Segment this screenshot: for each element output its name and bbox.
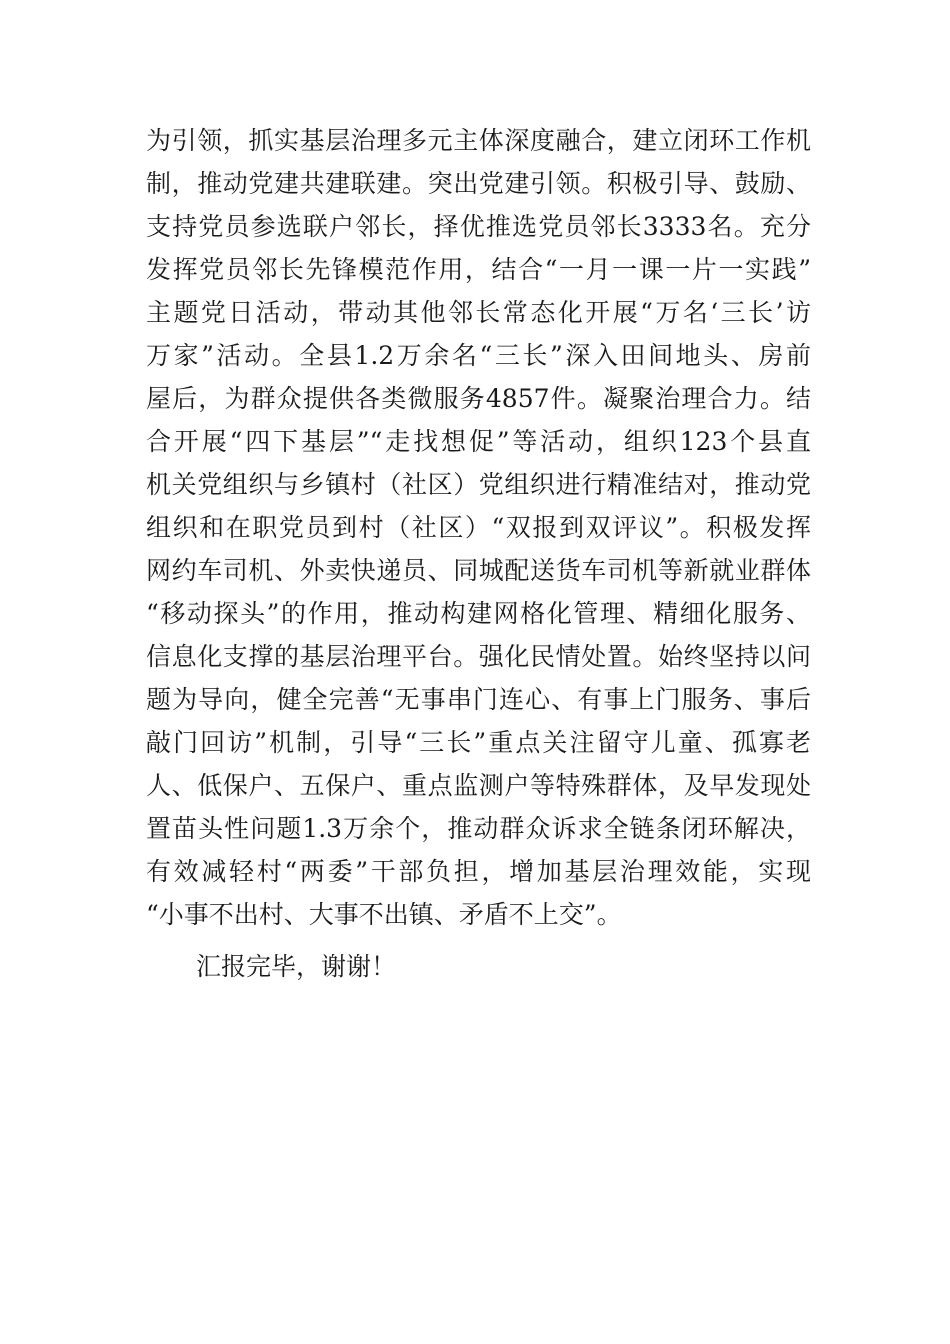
text-line: 题为导向，健全完善“无事串门连心、有事上门服务、事后: [146, 685, 811, 714]
text-line: 屋后，为群众提供各类微服务4857件。凝聚治理合力。结: [146, 384, 811, 413]
closing-remark: 汇报完毕，谢谢！: [196, 952, 397, 981]
text-line: 机关党组织与乡镇村（社区）党组织进行精准结对，推动党: [146, 470, 811, 499]
text-line: 网约车司机、外卖快递员、同城配送货车司机等新就业群体: [146, 556, 811, 585]
text-line: 万家”活动。全县1.2万余名“三长”深入田间地头、房前: [146, 341, 811, 370]
text-line: 敲门回访”机制，引导“三长”重点关注留守儿童、孤寡老: [146, 728, 811, 757]
text-line: 支持党员参选联户邻长，择优推选党员邻长3333名。充分: [146, 212, 811, 241]
text-line: 人、低保户、五保户、重点监测户等特殊群体，及早发现处: [146, 771, 811, 800]
body-text: [146, 119, 811, 988]
text-line: 主题党日活动，带动其他邻长常态化开展“万名‘三长’访: [146, 298, 811, 327]
text-line: 有效减轻村“两委”干部负担，增加基层治理效能，实现: [146, 857, 811, 886]
paragraph: [146, 119, 811, 936]
text-line: 发挥党员邻长先锋模范作用，结合“一月一课一片一实践”: [146, 255, 811, 284]
text-line: 组织和在职党员到村（社区）“双报到双评议”。积极发挥: [146, 513, 811, 542]
text-line: 制，推动党建共建联建。突出党建引领。积极引导、鼓励、: [146, 169, 811, 198]
text-line: 合开展“四下基层”“走找想促”等活动，组织123个县直: [146, 427, 811, 456]
text-line: “小事不出村、大事不出镇、矛盾不上交”。: [146, 900, 622, 929]
text-line: 置苗头性问题1.3万余个，推动群众诉求全链条闭环解决，: [146, 814, 811, 843]
text-line: 信息化支撑的基层治理平台。强化民情处置。始终坚持以问: [146, 642, 811, 671]
text-line: 为引领，抓实基层治理多元主体深度融合，建立闭环工作机: [146, 126, 811, 155]
text-line: “移动探头”的作用，推动构建网格化管理、精细化服务、: [146, 599, 811, 628]
